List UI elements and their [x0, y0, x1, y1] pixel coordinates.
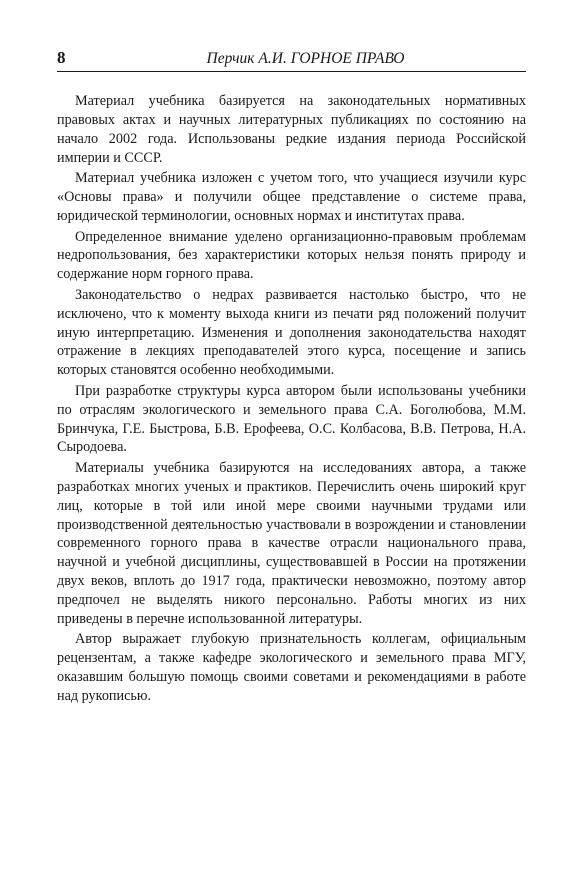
paragraph-3: Определенное внимание уделено организационно-правовым проблемам недропользования, без характеристики которых нельзя понять природу и содержание норм горного права.	[57, 228, 526, 283]
paragraph-7: Автор выражает глубокую признательность коллегам, официальным рецензентам, а также кафедре экологического и земельного права МГУ, оказавшим большую помощь своими советами и рекомендациями в работе над рукописью.	[57, 631, 526, 704]
paragraph-1: Материал учебника базируется на законодательных нормативных правовых актах и научных литературных публикациях по состоянию на начало 2002 года. Использованы редкие издания периода Российской империи и СССР.	[57, 93, 526, 166]
page-header	[57, 47, 526, 73]
paragraph-4: Законодательство о недрах развивается настолько быстро, что не исключено, что к моменту выхода книги из печати ряд положений получит иную интерпретацию. Изменения и дополнения законодательства находят отражение в лекциях преподавателей этого курса, посещение и запись которых становятся особенно необходимыми.	[57, 286, 526, 379]
paragraph-6: Материалы учебника базируются на исследованиях автора, а также разработках многих ученых и практиков. Перечислить очень широкий круг лиц, которые в той или иной мере своими научными трудами или производственной деятельностью участвовали в возрождении и становлении современного горного права в качестве отрасли национального права, научной и учебной дисциплины, существовавшей в России на протяжении двух веков, вплоть до 1917 года, практически невозможно, поэтому автор предпочел не выделять никого персонально. Работы многих из них приведены в перечне использованной литературы.	[57, 460, 526, 627]
running-title: Перчик А.И. ГОРНОЕ ПРАВО	[206, 50, 405, 67]
paragraph-5: При разработке структуры курса автором были использованы учебники по отраслям экологического и земельного права С.А. Боголюбова, М.М. Бринчука, Г.Е. Быстрова, Б.В. Ерофеева, О.С. Колбасова, В.В. Петрова, Н.А. Сыродоева.	[57, 382, 526, 456]
page-number: 8	[57, 48, 66, 67]
paragraph-2: Материал учебника изложен с учетом того, что учащиеся изучили курс «Основы права» и получили общее представление о системе права, юридической терминологии, основных нормах и институтах права.	[57, 170, 526, 224]
header-rule	[57, 71, 526, 72]
body-text	[57, 92, 526, 708]
